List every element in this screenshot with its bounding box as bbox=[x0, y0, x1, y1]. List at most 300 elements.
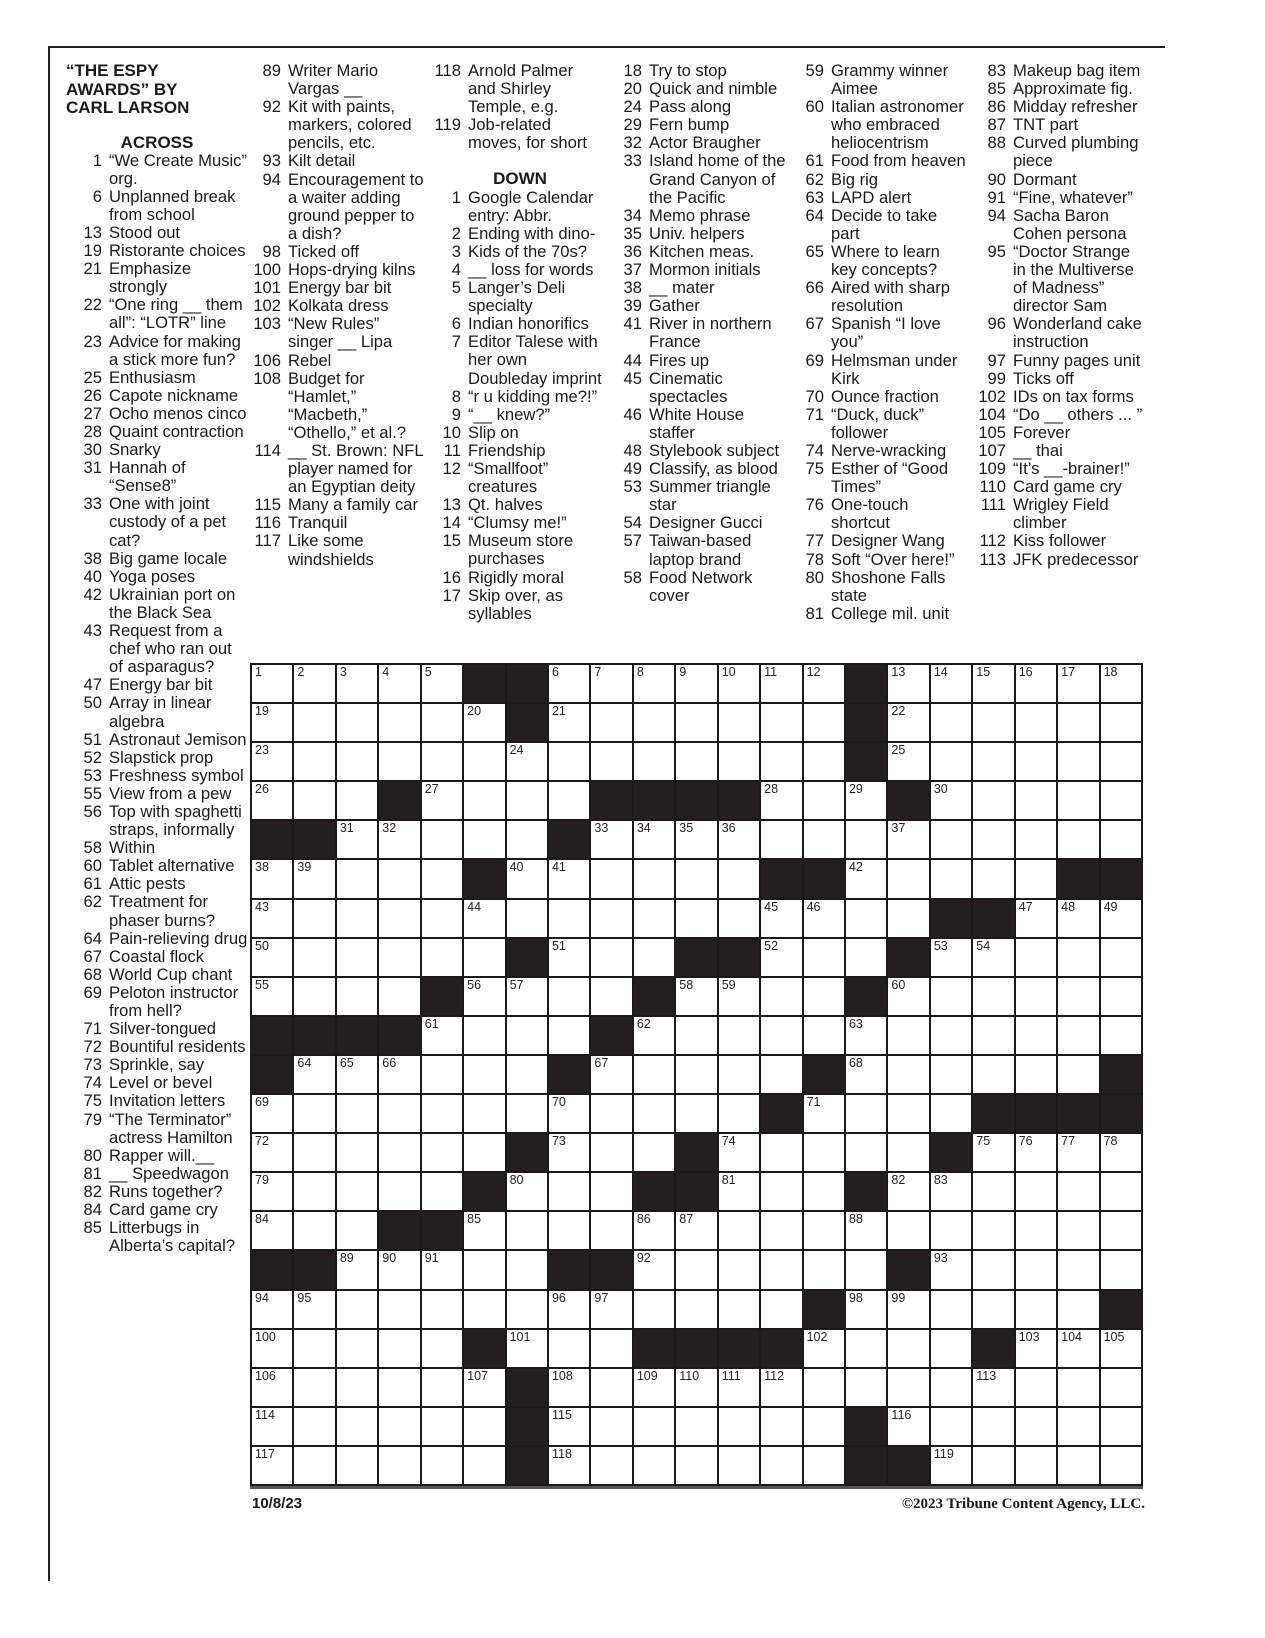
grid-cell[interactable] bbox=[676, 704, 716, 741]
grid-cell[interactable] bbox=[252, 1134, 292, 1171]
grid-cell[interactable] bbox=[1058, 1408, 1098, 1445]
grid-cell[interactable] bbox=[1016, 1408, 1056, 1445]
grid-cell[interactable] bbox=[931, 1447, 971, 1484]
grid-cell[interactable] bbox=[252, 860, 292, 897]
grid-cell[interactable] bbox=[1016, 1212, 1056, 1249]
grid-cell[interactable] bbox=[634, 1369, 674, 1406]
grid-cell[interactable] bbox=[676, 743, 716, 780]
grid-cell[interactable] bbox=[804, 1134, 844, 1171]
grid-cell[interactable] bbox=[294, 782, 334, 819]
grid-cell[interactable] bbox=[422, 939, 462, 976]
grid-cell[interactable] bbox=[549, 782, 589, 819]
grid-cell[interactable] bbox=[252, 939, 292, 976]
grid-cell[interactable] bbox=[464, 978, 504, 1015]
grid-cell[interactable] bbox=[634, 1447, 674, 1484]
grid-cell[interactable] bbox=[337, 978, 377, 1015]
grid-cell[interactable] bbox=[464, 1369, 504, 1406]
grid-cell[interactable] bbox=[804, 1017, 844, 1054]
grid-cell[interactable] bbox=[931, 1056, 971, 1093]
grid-cell[interactable] bbox=[379, 939, 419, 976]
grid-cell[interactable] bbox=[931, 860, 971, 897]
grid-cell[interactable] bbox=[294, 1369, 334, 1406]
grid-cell[interactable] bbox=[294, 665, 334, 702]
grid-cell[interactable] bbox=[294, 1212, 334, 1249]
grid-cell[interactable] bbox=[676, 1408, 716, 1445]
grid-cell[interactable] bbox=[294, 1447, 334, 1484]
grid-cell[interactable] bbox=[337, 743, 377, 780]
grid-cell[interactable] bbox=[464, 704, 504, 741]
grid-cell[interactable] bbox=[761, 1408, 801, 1445]
grid-cell[interactable] bbox=[549, 1017, 589, 1054]
grid-cell[interactable] bbox=[422, 1408, 462, 1445]
grid-cell[interactable] bbox=[719, 665, 759, 702]
grid-cell[interactable] bbox=[464, 1251, 504, 1288]
grid-cell[interactable] bbox=[379, 1134, 419, 1171]
grid-cell[interactable] bbox=[804, 1212, 844, 1249]
grid-cell[interactable] bbox=[591, 1408, 631, 1445]
grid-cell[interactable] bbox=[1101, 1369, 1141, 1406]
grid-cell[interactable] bbox=[252, 665, 292, 702]
grid-cell[interactable] bbox=[634, 1095, 674, 1132]
grid-cell[interactable] bbox=[931, 1330, 971, 1367]
grid-cell[interactable] bbox=[1016, 1291, 1056, 1328]
grid-cell[interactable] bbox=[888, 860, 928, 897]
grid-cell[interactable] bbox=[804, 1408, 844, 1445]
grid-cell[interactable] bbox=[634, 1056, 674, 1093]
grid-cell[interactable] bbox=[846, 939, 886, 976]
grid-cell[interactable] bbox=[888, 1134, 928, 1171]
grid-cell[interactable] bbox=[804, 743, 844, 780]
grid-cell[interactable] bbox=[888, 1291, 928, 1328]
grid-cell[interactable] bbox=[973, 1212, 1013, 1249]
grid-cell[interactable] bbox=[761, 900, 801, 937]
grid-cell[interactable] bbox=[761, 1447, 801, 1484]
grid-cell[interactable] bbox=[676, 1212, 716, 1249]
grid-cell[interactable] bbox=[379, 743, 419, 780]
grid-cell[interactable] bbox=[1058, 782, 1098, 819]
grid-cell[interactable] bbox=[1016, 782, 1056, 819]
grid-cell[interactable] bbox=[634, 665, 674, 702]
grid-cell[interactable] bbox=[846, 900, 886, 937]
grid-cell[interactable] bbox=[888, 1330, 928, 1367]
grid-cell[interactable] bbox=[1016, 1251, 1056, 1288]
grid-cell[interactable] bbox=[719, 704, 759, 741]
grid-cell[interactable] bbox=[804, 1173, 844, 1210]
grid-cell[interactable] bbox=[761, 821, 801, 858]
grid-cell[interactable] bbox=[294, 939, 334, 976]
grid-cell[interactable] bbox=[719, 743, 759, 780]
grid-cell[interactable] bbox=[1058, 1447, 1098, 1484]
grid-cell[interactable] bbox=[888, 821, 928, 858]
grid-cell[interactable] bbox=[337, 1212, 377, 1249]
grid-cell[interactable] bbox=[973, 939, 1013, 976]
grid-cell[interactable] bbox=[973, 1017, 1013, 1054]
grid-cell[interactable] bbox=[846, 860, 886, 897]
grid-cell[interactable] bbox=[719, 1095, 759, 1132]
grid-cell[interactable] bbox=[973, 743, 1013, 780]
grid-cell[interactable] bbox=[294, 900, 334, 937]
grid-cell[interactable] bbox=[464, 821, 504, 858]
grid-cell[interactable] bbox=[591, 900, 631, 937]
grid-cell[interactable] bbox=[888, 1056, 928, 1093]
grid-cell[interactable] bbox=[294, 743, 334, 780]
grid-cell[interactable] bbox=[422, 1056, 462, 1093]
grid-cell[interactable] bbox=[973, 860, 1013, 897]
grid-cell[interactable] bbox=[252, 782, 292, 819]
grid-cell[interactable] bbox=[549, 743, 589, 780]
grid-cell[interactable] bbox=[676, 1251, 716, 1288]
grid-cell[interactable] bbox=[719, 1173, 759, 1210]
grid-cell[interactable] bbox=[634, 743, 674, 780]
grid-cell[interactable] bbox=[973, 1056, 1013, 1093]
grid-cell[interactable] bbox=[549, 860, 589, 897]
grid-cell[interactable] bbox=[761, 1056, 801, 1093]
grid-cell[interactable] bbox=[846, 1330, 886, 1367]
grid-cell[interactable] bbox=[337, 782, 377, 819]
grid-cell[interactable] bbox=[507, 1330, 547, 1367]
grid-cell[interactable] bbox=[1016, 939, 1056, 976]
grid-cell[interactable] bbox=[549, 704, 589, 741]
grid-cell[interactable] bbox=[761, 978, 801, 1015]
grid-cell[interactable] bbox=[507, 978, 547, 1015]
grid-cell[interactable] bbox=[422, 900, 462, 937]
grid-cell[interactable] bbox=[422, 665, 462, 702]
grid-cell[interactable] bbox=[1058, 704, 1098, 741]
grid-cell[interactable] bbox=[931, 1408, 971, 1445]
grid-cell[interactable] bbox=[464, 1095, 504, 1132]
grid-cell[interactable] bbox=[379, 1251, 419, 1288]
grid-cell[interactable] bbox=[719, 1369, 759, 1406]
grid-cell[interactable] bbox=[422, 821, 462, 858]
grid-cell[interactable] bbox=[591, 1095, 631, 1132]
grid-cell[interactable] bbox=[1058, 1212, 1098, 1249]
grid-cell[interactable] bbox=[973, 1408, 1013, 1445]
grid-cell[interactable] bbox=[888, 1408, 928, 1445]
grid-cell[interactable] bbox=[1101, 743, 1141, 780]
grid-cell[interactable] bbox=[294, 1134, 334, 1171]
grid-cell[interactable] bbox=[761, 1291, 801, 1328]
grid-cell[interactable] bbox=[634, 1017, 674, 1054]
grid-cell[interactable] bbox=[337, 939, 377, 976]
grid-cell[interactable] bbox=[591, 1212, 631, 1249]
grid-cell[interactable] bbox=[634, 1291, 674, 1328]
grid-cell[interactable] bbox=[804, 978, 844, 1015]
grid-cell[interactable] bbox=[931, 665, 971, 702]
grid-cell[interactable] bbox=[1016, 665, 1056, 702]
grid-cell[interactable] bbox=[464, 900, 504, 937]
grid-cell[interactable] bbox=[549, 1408, 589, 1445]
grid-cell[interactable] bbox=[252, 743, 292, 780]
grid-cell[interactable] bbox=[422, 1330, 462, 1367]
grid-cell[interactable] bbox=[931, 1173, 971, 1210]
grid-cell[interactable] bbox=[337, 860, 377, 897]
grid-cell[interactable] bbox=[252, 1095, 292, 1132]
grid-cell[interactable] bbox=[591, 1056, 631, 1093]
grid-cell[interactable] bbox=[1058, 900, 1098, 937]
grid-cell[interactable] bbox=[846, 1369, 886, 1406]
grid-cell[interactable] bbox=[252, 1173, 292, 1210]
grid-cell[interactable] bbox=[337, 1291, 377, 1328]
grid-cell[interactable] bbox=[888, 1369, 928, 1406]
grid-cell[interactable] bbox=[1058, 1251, 1098, 1288]
grid-cell[interactable] bbox=[549, 665, 589, 702]
grid-cell[interactable] bbox=[591, 665, 631, 702]
grid-cell[interactable] bbox=[379, 1095, 419, 1132]
grid-cell[interactable] bbox=[422, 1134, 462, 1171]
grid-cell[interactable] bbox=[1101, 1173, 1141, 1210]
grid-cell[interactable] bbox=[1101, 978, 1141, 1015]
grid-cell[interactable] bbox=[252, 1408, 292, 1445]
grid-cell[interactable] bbox=[719, 1408, 759, 1445]
grid-cell[interactable] bbox=[1058, 1017, 1098, 1054]
grid-cell[interactable] bbox=[1016, 743, 1056, 780]
grid-cell[interactable] bbox=[973, 782, 1013, 819]
grid-cell[interactable] bbox=[379, 900, 419, 937]
grid-cell[interactable] bbox=[591, 821, 631, 858]
grid-cell[interactable] bbox=[804, 900, 844, 937]
grid-cell[interactable] bbox=[761, 939, 801, 976]
grid-cell[interactable] bbox=[549, 900, 589, 937]
grid-cell[interactable] bbox=[294, 1408, 334, 1445]
grid-cell[interactable] bbox=[676, 1095, 716, 1132]
grid-cell[interactable] bbox=[549, 939, 589, 976]
grid-cell[interactable] bbox=[507, 1291, 547, 1328]
grid-cell[interactable] bbox=[804, 1330, 844, 1367]
grid-cell[interactable] bbox=[1058, 1369, 1098, 1406]
grid-cell[interactable] bbox=[804, 665, 844, 702]
grid-cell[interactable] bbox=[1101, 782, 1141, 819]
grid-cell[interactable] bbox=[422, 1017, 462, 1054]
grid-cell[interactable] bbox=[1101, 1251, 1141, 1288]
grid-cell[interactable] bbox=[931, 782, 971, 819]
grid-cell[interactable] bbox=[973, 704, 1013, 741]
grid-cell[interactable] bbox=[846, 1212, 886, 1249]
grid-cell[interactable] bbox=[804, 1447, 844, 1484]
grid-cell[interactable] bbox=[549, 1095, 589, 1132]
grid-cell[interactable] bbox=[676, 1447, 716, 1484]
grid-cell[interactable] bbox=[591, 743, 631, 780]
grid-cell[interactable] bbox=[1016, 860, 1056, 897]
grid-cell[interactable] bbox=[931, 704, 971, 741]
grid-cell[interactable] bbox=[931, 978, 971, 1015]
grid-cell[interactable] bbox=[888, 1173, 928, 1210]
grid-cell[interactable] bbox=[1101, 1408, 1141, 1445]
grid-cell[interactable] bbox=[379, 1447, 419, 1484]
grid-cell[interactable] bbox=[973, 1251, 1013, 1288]
grid-cell[interactable] bbox=[422, 1095, 462, 1132]
grid-cell[interactable] bbox=[931, 1212, 971, 1249]
grid-cell[interactable] bbox=[719, 860, 759, 897]
grid-cell[interactable] bbox=[676, 821, 716, 858]
grid-cell[interactable] bbox=[634, 1212, 674, 1249]
grid-cell[interactable] bbox=[549, 1173, 589, 1210]
grid-cell[interactable] bbox=[337, 1251, 377, 1288]
grid-cell[interactable] bbox=[719, 1056, 759, 1093]
grid-cell[interactable] bbox=[549, 1330, 589, 1367]
grid-cell[interactable] bbox=[1058, 821, 1098, 858]
grid-cell[interactable] bbox=[676, 665, 716, 702]
grid-cell[interactable] bbox=[1101, 900, 1141, 937]
grid-cell[interactable] bbox=[973, 821, 1013, 858]
grid-cell[interactable] bbox=[846, 1056, 886, 1093]
grid-cell[interactable] bbox=[973, 978, 1013, 1015]
grid-cell[interactable] bbox=[337, 1408, 377, 1445]
grid-cell[interactable] bbox=[931, 1291, 971, 1328]
grid-cell[interactable] bbox=[931, 1095, 971, 1132]
grid-cell[interactable] bbox=[507, 821, 547, 858]
grid-cell[interactable] bbox=[676, 978, 716, 1015]
grid-cell[interactable] bbox=[337, 900, 377, 937]
grid-cell[interactable] bbox=[379, 1408, 419, 1445]
grid-cell[interactable] bbox=[507, 1056, 547, 1093]
grid-cell[interactable] bbox=[549, 1212, 589, 1249]
grid-cell[interactable] bbox=[1016, 1056, 1056, 1093]
grid-cell[interactable] bbox=[464, 1291, 504, 1328]
grid-cell[interactable] bbox=[761, 1173, 801, 1210]
grid-cell[interactable] bbox=[761, 1134, 801, 1171]
grid-cell[interactable] bbox=[422, 704, 462, 741]
grid-cell[interactable] bbox=[337, 821, 377, 858]
grid-cell[interactable] bbox=[379, 1056, 419, 1093]
grid-cell[interactable] bbox=[294, 1291, 334, 1328]
grid-cell[interactable] bbox=[888, 978, 928, 1015]
grid-cell[interactable] bbox=[846, 1251, 886, 1288]
grid-cell[interactable] bbox=[549, 1134, 589, 1171]
grid-cell[interactable] bbox=[507, 1212, 547, 1249]
grid-cell[interactable] bbox=[1058, 1134, 1098, 1171]
grid-cell[interactable] bbox=[1058, 665, 1098, 702]
grid-cell[interactable] bbox=[422, 1173, 462, 1210]
grid-cell[interactable] bbox=[719, 821, 759, 858]
grid-cell[interactable] bbox=[464, 743, 504, 780]
grid-cell[interactable] bbox=[379, 665, 419, 702]
grid-cell[interactable] bbox=[464, 1056, 504, 1093]
grid-cell[interactable] bbox=[1101, 1330, 1141, 1367]
grid-cell[interactable] bbox=[337, 1330, 377, 1367]
grid-cell[interactable] bbox=[1058, 1330, 1098, 1367]
grid-cell[interactable] bbox=[379, 1330, 419, 1367]
grid-cell[interactable] bbox=[379, 821, 419, 858]
grid-cell[interactable] bbox=[591, 860, 631, 897]
grid-cell[interactable] bbox=[549, 978, 589, 1015]
grid-cell[interactable] bbox=[337, 1369, 377, 1406]
grid-cell[interactable] bbox=[676, 1017, 716, 1054]
grid-cell[interactable] bbox=[931, 1369, 971, 1406]
grid-cell[interactable] bbox=[761, 743, 801, 780]
grid-cell[interactable] bbox=[464, 1447, 504, 1484]
grid-cell[interactable] bbox=[1016, 978, 1056, 1015]
grid-cell[interactable] bbox=[294, 1173, 334, 1210]
grid-cell[interactable] bbox=[931, 743, 971, 780]
grid-cell[interactable] bbox=[422, 1369, 462, 1406]
grid-cell[interactable] bbox=[422, 1447, 462, 1484]
grid-cell[interactable] bbox=[719, 978, 759, 1015]
grid-cell[interactable] bbox=[464, 782, 504, 819]
grid-cell[interactable] bbox=[804, 704, 844, 741]
grid-cell[interactable] bbox=[252, 900, 292, 937]
grid-cell[interactable] bbox=[252, 978, 292, 1015]
grid-cell[interactable] bbox=[634, 1134, 674, 1171]
grid-cell[interactable] bbox=[761, 782, 801, 819]
grid-cell[interactable] bbox=[804, 821, 844, 858]
grid-cell[interactable] bbox=[676, 1291, 716, 1328]
grid-cell[interactable] bbox=[294, 704, 334, 741]
grid-cell[interactable] bbox=[761, 1251, 801, 1288]
grid-cell[interactable] bbox=[1058, 1173, 1098, 1210]
grid-cell[interactable] bbox=[507, 1095, 547, 1132]
grid-cell[interactable] bbox=[888, 665, 928, 702]
grid-cell[interactable] bbox=[1016, 1330, 1056, 1367]
grid-cell[interactable] bbox=[1016, 1369, 1056, 1406]
grid-cell[interactable] bbox=[888, 900, 928, 937]
grid-cell[interactable] bbox=[337, 665, 377, 702]
grid-cell[interactable] bbox=[252, 1212, 292, 1249]
grid-cell[interactable] bbox=[549, 1447, 589, 1484]
grid-cell[interactable] bbox=[464, 1212, 504, 1249]
grid-cell[interactable] bbox=[888, 704, 928, 741]
grid-cell[interactable] bbox=[464, 1408, 504, 1445]
grid-cell[interactable] bbox=[888, 743, 928, 780]
grid-cell[interactable] bbox=[676, 900, 716, 937]
grid-cell[interactable] bbox=[337, 1134, 377, 1171]
grid-cell[interactable] bbox=[676, 860, 716, 897]
grid-cell[interactable] bbox=[804, 1369, 844, 1406]
grid-cell[interactable] bbox=[1016, 704, 1056, 741]
grid-cell[interactable] bbox=[252, 1330, 292, 1367]
grid-cell[interactable] bbox=[252, 1291, 292, 1328]
grid-cell[interactable] bbox=[464, 939, 504, 976]
grid-cell[interactable] bbox=[931, 821, 971, 858]
grid-cell[interactable] bbox=[846, 821, 886, 858]
grid-cell[interactable] bbox=[804, 782, 844, 819]
grid-cell[interactable] bbox=[464, 1134, 504, 1171]
grid-cell[interactable] bbox=[422, 1251, 462, 1288]
grid-cell[interactable] bbox=[719, 900, 759, 937]
grid-cell[interactable] bbox=[507, 900, 547, 937]
grid-cell[interactable] bbox=[507, 1251, 547, 1288]
grid-cell[interactable] bbox=[294, 1056, 334, 1093]
grid-cell[interactable] bbox=[337, 1173, 377, 1210]
grid-cell[interactable] bbox=[422, 782, 462, 819]
grid-cell[interactable] bbox=[1058, 1291, 1098, 1328]
grid-cell[interactable] bbox=[591, 1330, 631, 1367]
grid-cell[interactable] bbox=[294, 1330, 334, 1367]
grid-cell[interactable] bbox=[973, 665, 1013, 702]
grid-cell[interactable] bbox=[252, 1369, 292, 1406]
grid-cell[interactable] bbox=[719, 1017, 759, 1054]
grid-cell[interactable] bbox=[931, 1251, 971, 1288]
grid-cell[interactable] bbox=[507, 1017, 547, 1054]
grid-cell[interactable] bbox=[1016, 1447, 1056, 1484]
grid-cell[interactable] bbox=[464, 1017, 504, 1054]
grid-cell[interactable] bbox=[846, 1017, 886, 1054]
grid-cell[interactable] bbox=[846, 782, 886, 819]
grid-cell[interactable] bbox=[846, 1134, 886, 1171]
grid-cell[interactable] bbox=[634, 1408, 674, 1445]
grid-cell[interactable] bbox=[294, 1095, 334, 1132]
grid-cell[interactable] bbox=[761, 665, 801, 702]
grid-cell[interactable] bbox=[634, 704, 674, 741]
grid-cell[interactable] bbox=[1016, 900, 1056, 937]
grid-cell[interactable] bbox=[549, 1369, 589, 1406]
grid-cell[interactable] bbox=[719, 1212, 759, 1249]
grid-cell[interactable] bbox=[591, 939, 631, 976]
grid-cell[interactable] bbox=[591, 978, 631, 1015]
grid-cell[interactable] bbox=[1058, 939, 1098, 976]
grid-cell[interactable] bbox=[294, 860, 334, 897]
grid-cell[interactable] bbox=[1016, 1173, 1056, 1210]
grid-cell[interactable] bbox=[507, 743, 547, 780]
